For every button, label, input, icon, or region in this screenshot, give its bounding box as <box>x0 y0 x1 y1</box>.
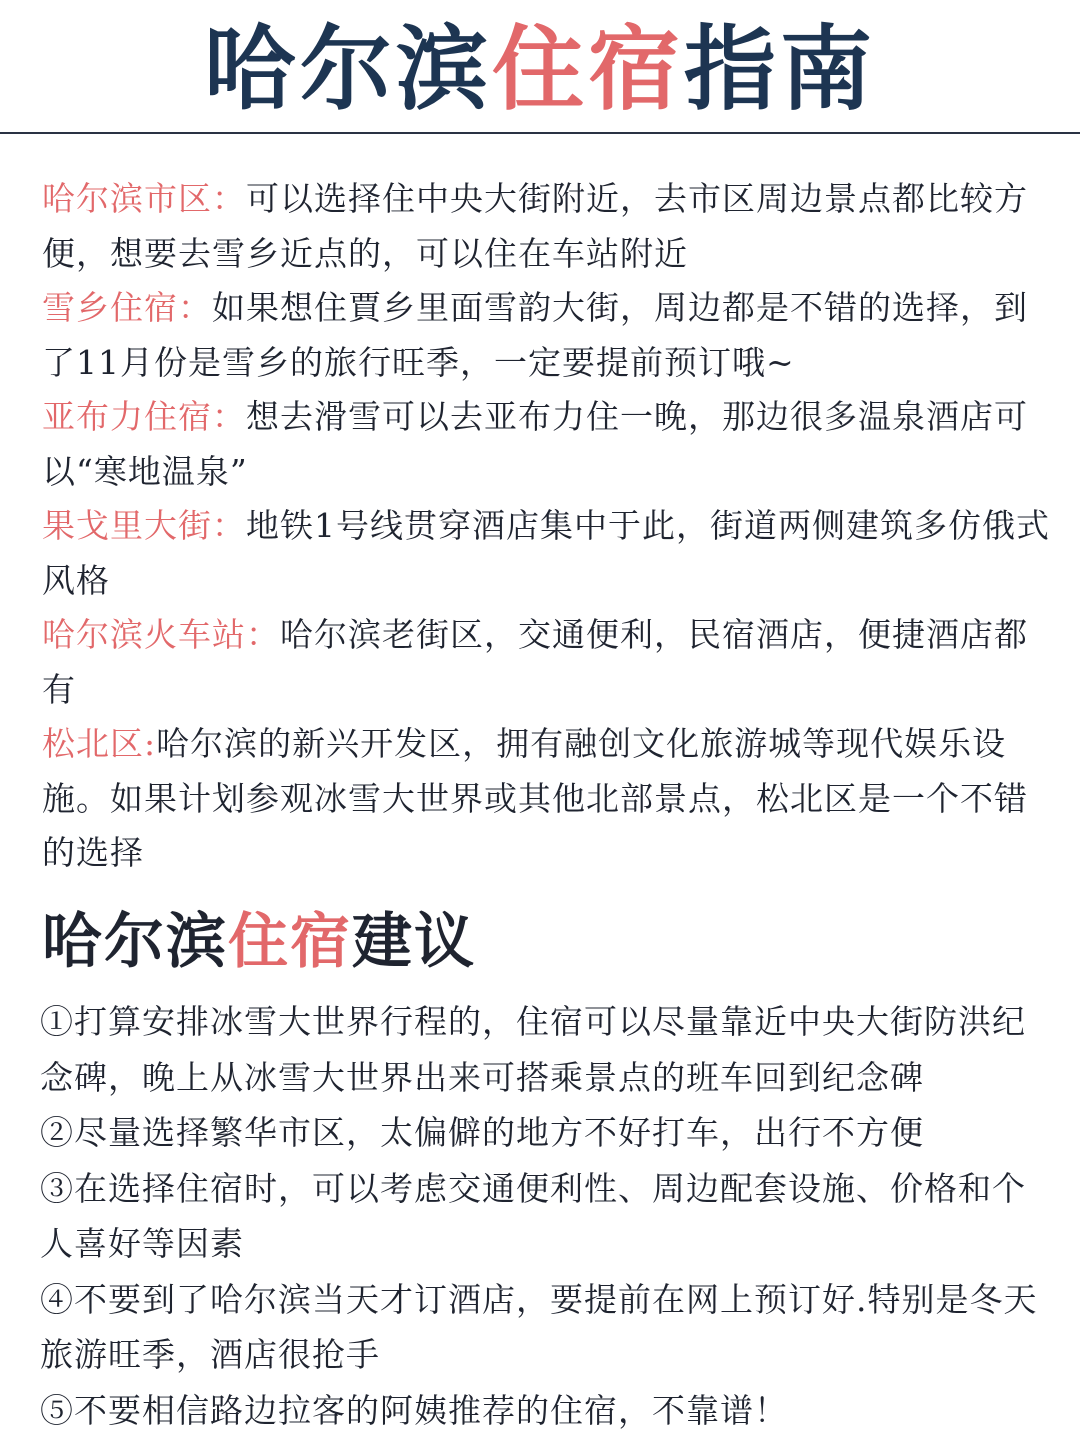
advice-item: ③在选择住宿时，可以考虑交通便利性、周边配套设施、价格和个人喜好等因素 <box>40 1161 1055 1272</box>
area-item-snow-town <box>42 281 1052 390</box>
area-item-railway-station <box>42 608 1052 717</box>
area-text: 地铁1号线贯穿酒店集中于此，街道两侧建筑多仿俄式风格 <box>42 506 1050 600</box>
area-label: 雪乡住宿： <box>42 288 212 327</box>
area-label: 松北区: <box>42 724 156 763</box>
title-bar <box>0 0 1080 134</box>
area-item-city <box>42 172 1052 281</box>
advice-item: ①打算安排冰雪大世界行程的，住宿可以尽量靠近中央大街防洪纪念碑，晚上从冰雪大世界出来可搭乘景点的班车回到纪念碑 <box>40 994 1055 1105</box>
area-text: 想去滑雪可以去亚布力住一晚，那边很多温泉酒店可以“寒地温泉” <box>42 397 1028 491</box>
area-text: 可以选择住中央大街附近，去市区周边景点都比较方便，想要去雪乡近点的，可以住在车站附近 <box>42 179 1028 273</box>
advice-title-part2: 建议 <box>352 907 476 977</box>
area-label: 哈尔滨市区： <box>42 179 246 218</box>
title-highlight: 住宿 <box>492 16 684 123</box>
advice-title <box>42 904 476 980</box>
advice-title-part1: 哈尔滨 <box>42 907 228 977</box>
advice-title-highlight: 住宿 <box>228 907 352 977</box>
page-title <box>0 18 1080 122</box>
advice-item: ②尽量选择繁华市区，太偏僻的地方不好打车，出行不方便 <box>40 1105 1055 1161</box>
title-part2: 指南 <box>684 16 876 123</box>
area-item-yabuli <box>42 390 1052 499</box>
area-label: 果戈里大街： <box>42 506 246 545</box>
area-label: 亚布力住宿： <box>42 397 246 436</box>
advice-item: ⑤不要相信路边拉客的阿姨推荐的住宿，不靠谱！ <box>40 1383 1055 1438</box>
area-item-gogol-street <box>42 499 1052 608</box>
area-label: 哈尔滨火车站： <box>42 615 280 654</box>
area-item-songbei <box>42 717 1052 881</box>
area-text: 如果想住賈乡里面雪韵大街，周边都是不错的选择，到了11月份是雪乡的旅行旺季，一定要提前预订哦~ <box>42 288 1028 382</box>
area-text: 哈尔滨的新兴开发区，拥有融创文化旅游城等现代娱乐设施。如果计划参观冰雪大世界或其他北部景点，松北区是一个不错的选择 <box>42 724 1028 872</box>
title-part1: 哈尔滨 <box>204 16 492 123</box>
area-list <box>42 172 1052 881</box>
advice-list <box>40 994 1055 1438</box>
area-text: 哈尔滨老街区，交通便利，民宿酒店，便捷酒店都有 <box>42 615 1028 709</box>
advice-item: ④不要到了哈尔滨当天才订酒店，要提前在网上预订好.特别是冬天旅游旺季，酒店很抢手 <box>40 1272 1055 1383</box>
